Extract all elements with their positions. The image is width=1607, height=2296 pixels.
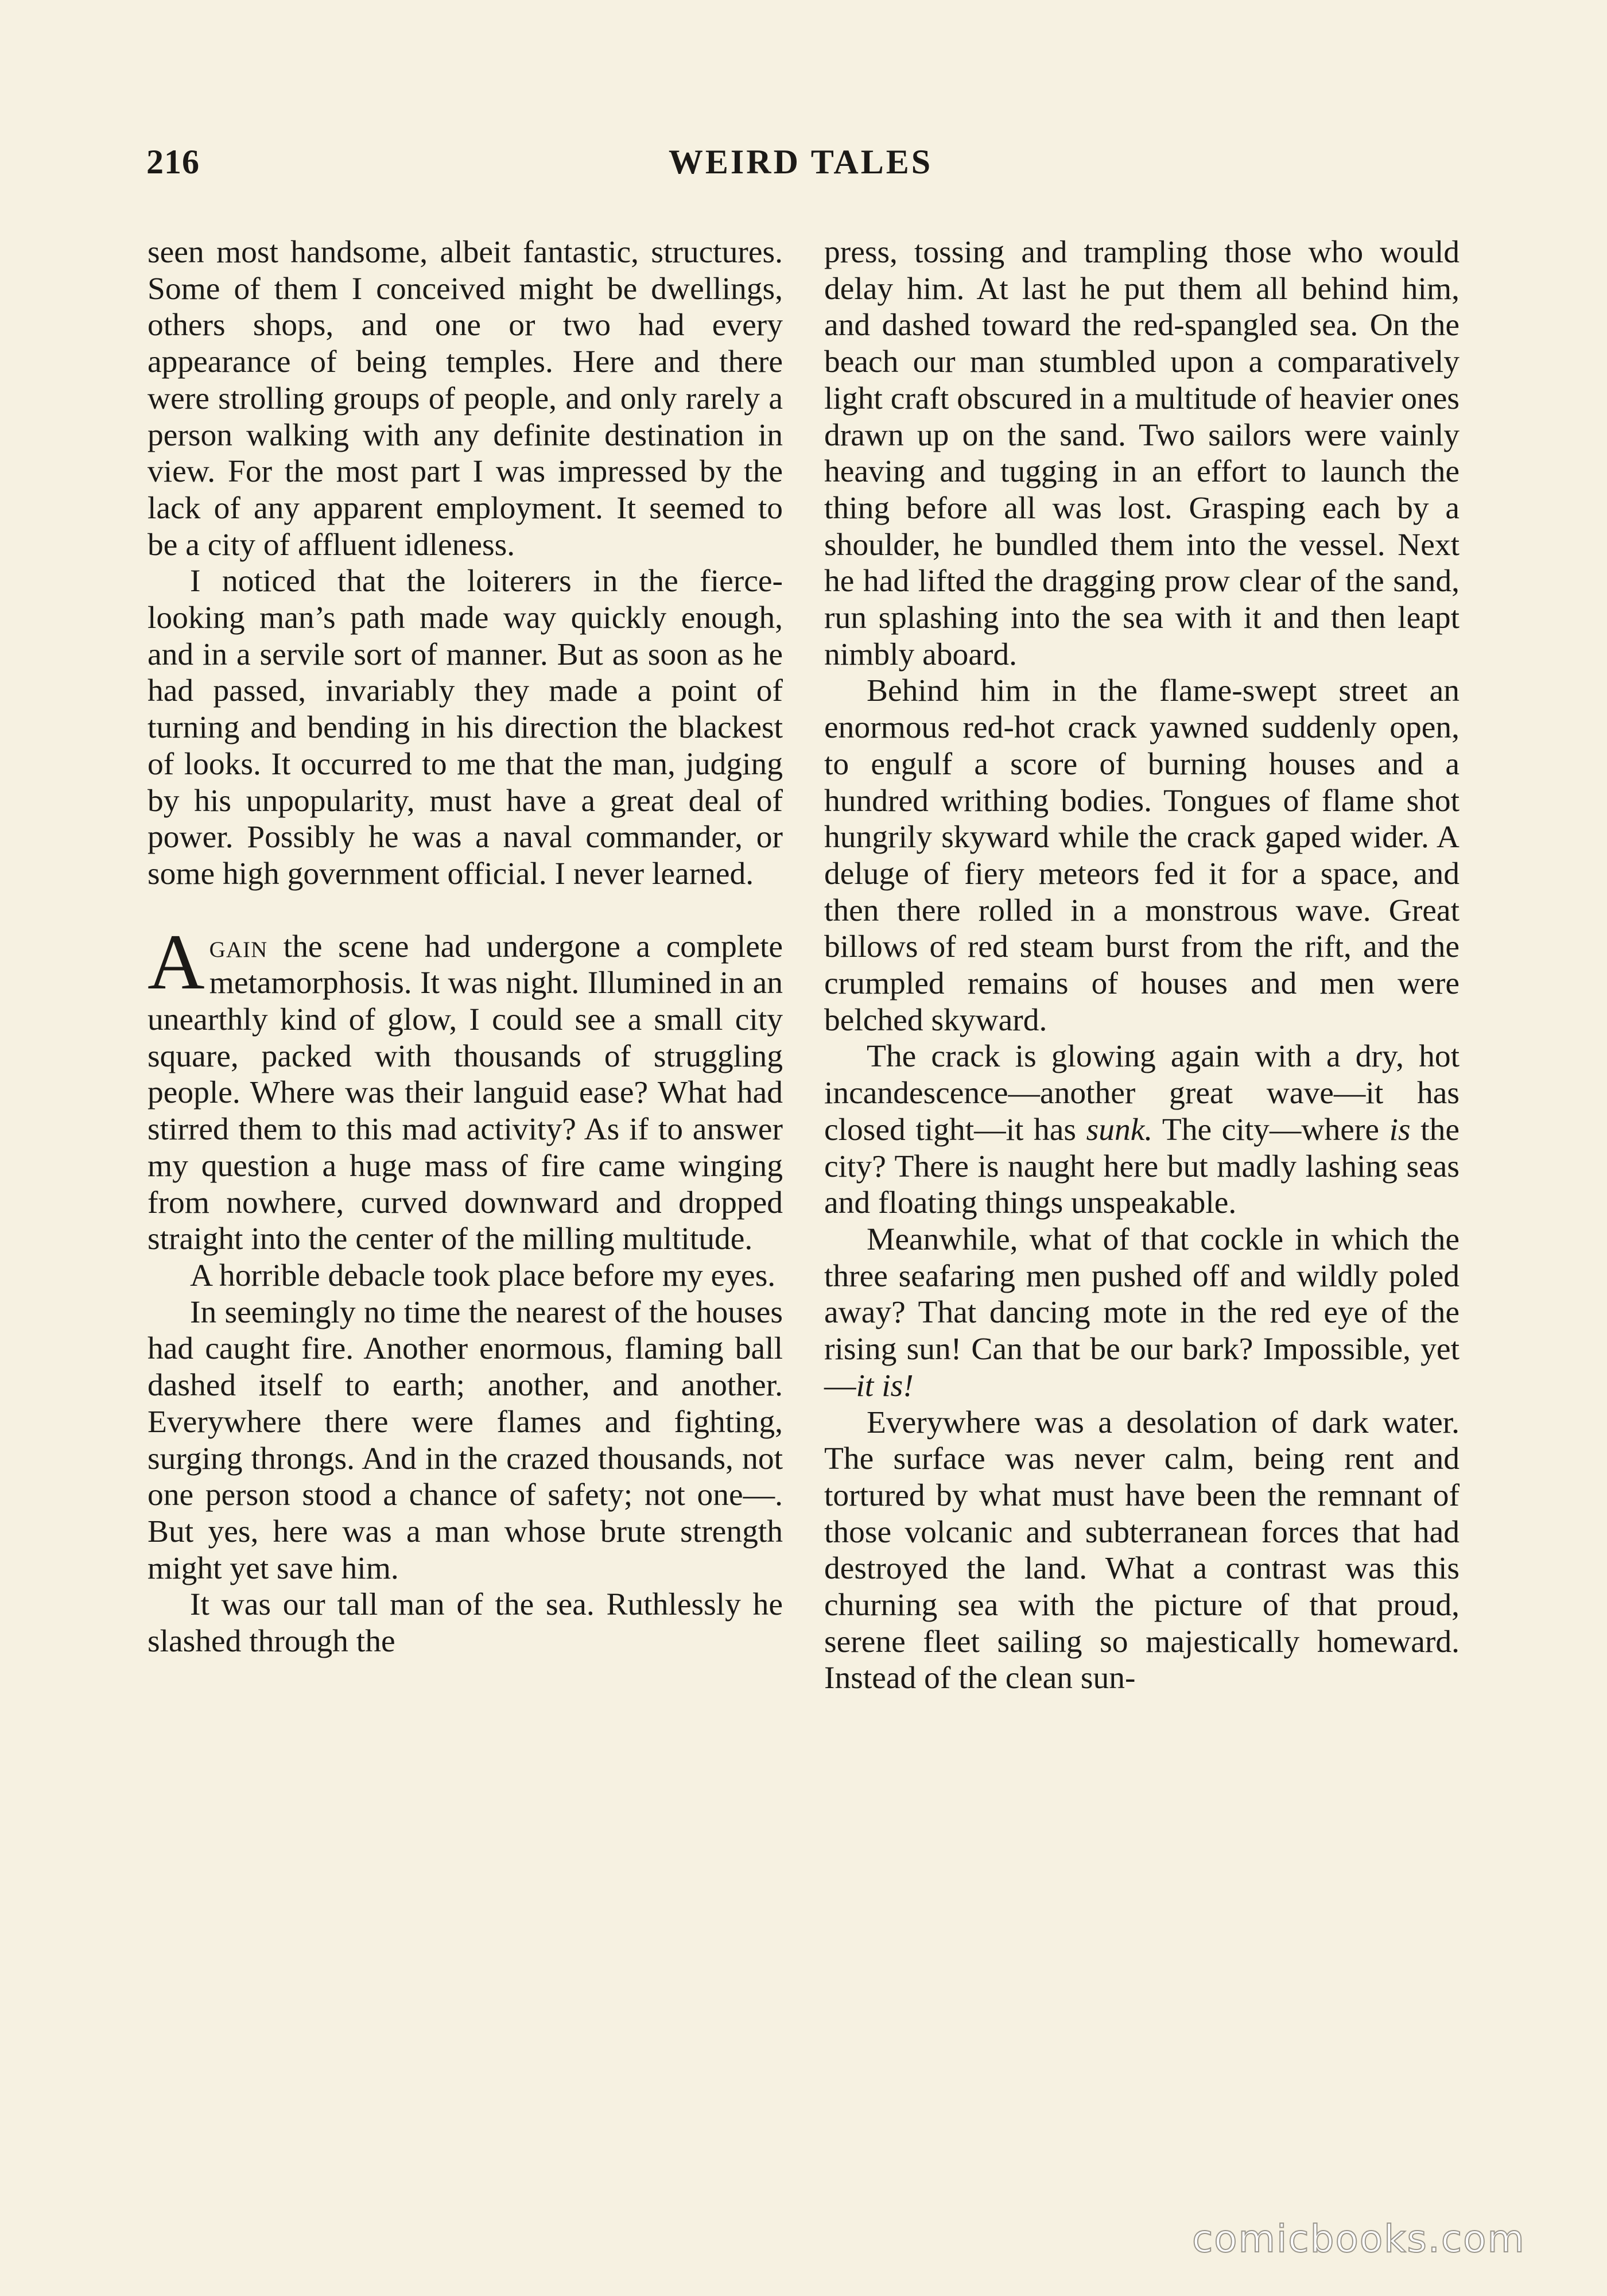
running-title: WEIRD TALES [668, 143, 933, 181]
paragraph-text: the city? There is naught here but madly lashing seas and floating things unspeakable. [824, 1112, 1460, 1221]
small-caps-lead: gain [209, 929, 268, 964]
paragraph: seen most handsome, albeit fantastic, structures. Some of them I conceived might be dwellings, others shops, and one or two had every appearance of being temples. Here and there were strolling groups of people, and only rarely a person walking with any definite destination in view. For the most part I was impressed by the lack of any apparent employment. It seemed to be a city of affluent idleness. [147, 235, 783, 563]
paragraph-text: the scene had undergone a complete metamorphosis. It was night. Illumined in an unearthly kind of glow, I could see a small city square, packed with thousands of struggling people. Where was their languid ease? What had stirred them to this mad activity? As if to answer my question a huge mass of fire came winging from nowhere, curved downward and dropped straight into the center of the milling multitude. [147, 929, 783, 1257]
paragraph: Behind him in the flame-swept street an enormous red-hot crack yawned suddenly open, to engulf a score of burning houses and a hundred writhing bodies. Tongues of flame shot hungrily skyward while the crack gaped wider. A deluge of fiery meteors fed it for a space, and then there rolled in a monstrous wave. Great billows of red steam burst from the rift, and the crumpled remains of houses and men were belched skyward. [824, 673, 1460, 1038]
paragraph: Everywhere was a desolation of dark water. The surface was never calm, being rent and tortured by what must have been the remnant of those volcanic and subterranean forces that had destroyed the land. What a contrast was this churning sea with the picture of that proud, serene fleet sailing so majestically homeward. Instead of the clean sun- [824, 1405, 1460, 1696]
left-column [147, 234, 783, 1660]
paragraph-text: Meanwhile, what of that cockle in which the three seafaring men pushed off and wildly poled away? That dancing mote in the red eye of the rising sun! Can that be our bark? Impossible, yet— [824, 1221, 1460, 1403]
watermark: comicbooks.com [1192, 2217, 1526, 2261]
paragraph [824, 1038, 1460, 1221]
paragraph: It was our tall man of the sea. Ruthlessly he slashed through the [147, 1587, 783, 1659]
paragraph: In seemingly no time the nearest of the houses had caught fire. Another enormous, flaming ball dashed itself to earth; another, and another. Everywhere there were flames and fighting, surging throngs. And in the crazed thousands, not one person stood a chance of safety; not one—. But yes, here was a man whose brute strength might yet save him. [147, 1294, 783, 1586]
paragraph-text: The city—where [1152, 1112, 1389, 1147]
page-header [146, 142, 1455, 188]
italic-word: it is! [856, 1368, 914, 1403]
italic-word: sunk. [1086, 1112, 1153, 1147]
paragraph: I noticed that the loiterers in the fierce-looking man’s path made way quickly enough, and in a servile sort of manner. But as soon as he had passed, invariably they made a point of turning and bending in his direction the blackest of looks. It occurred to me that the man, judging by his unpopularity, must have a great deal of power. Possibly he was a naval commander, or some high government official. I never learned. [147, 564, 783, 891]
section-opening-paragraph [147, 917, 783, 1258]
section-break [147, 893, 783, 929]
page-number: 216 [146, 143, 200, 181]
drop-cap: A [147, 917, 205, 1006]
paragraph: press, tossing and trampling those who would delay him. At last he put them all behind him, and dashed toward the red-spangled sea. On the beach our man stumbled upon a comparatively light craft obscured in a multitude of heavier ones drawn up on the sand. Two sailors were vainly heaving and tugging in an effort to launch the thing before all was lost. Grasping each by a shoulder, he bundled them into the vessel. Next he had lifted the dragging prow clear of the sand, run splashing into the sea with it and then leapt nimbly aboard. [824, 235, 1460, 672]
paragraph-text: The crack is glowing again with a dry, hot incandescence—another great wave—it has closed tight—it has [824, 1039, 1460, 1147]
right-column [824, 234, 1460, 1697]
italic-word: is [1389, 1112, 1411, 1147]
paragraph: A horrible debacle took place before my eyes. [190, 1258, 776, 1293]
paragraph [824, 1221, 1460, 1405]
